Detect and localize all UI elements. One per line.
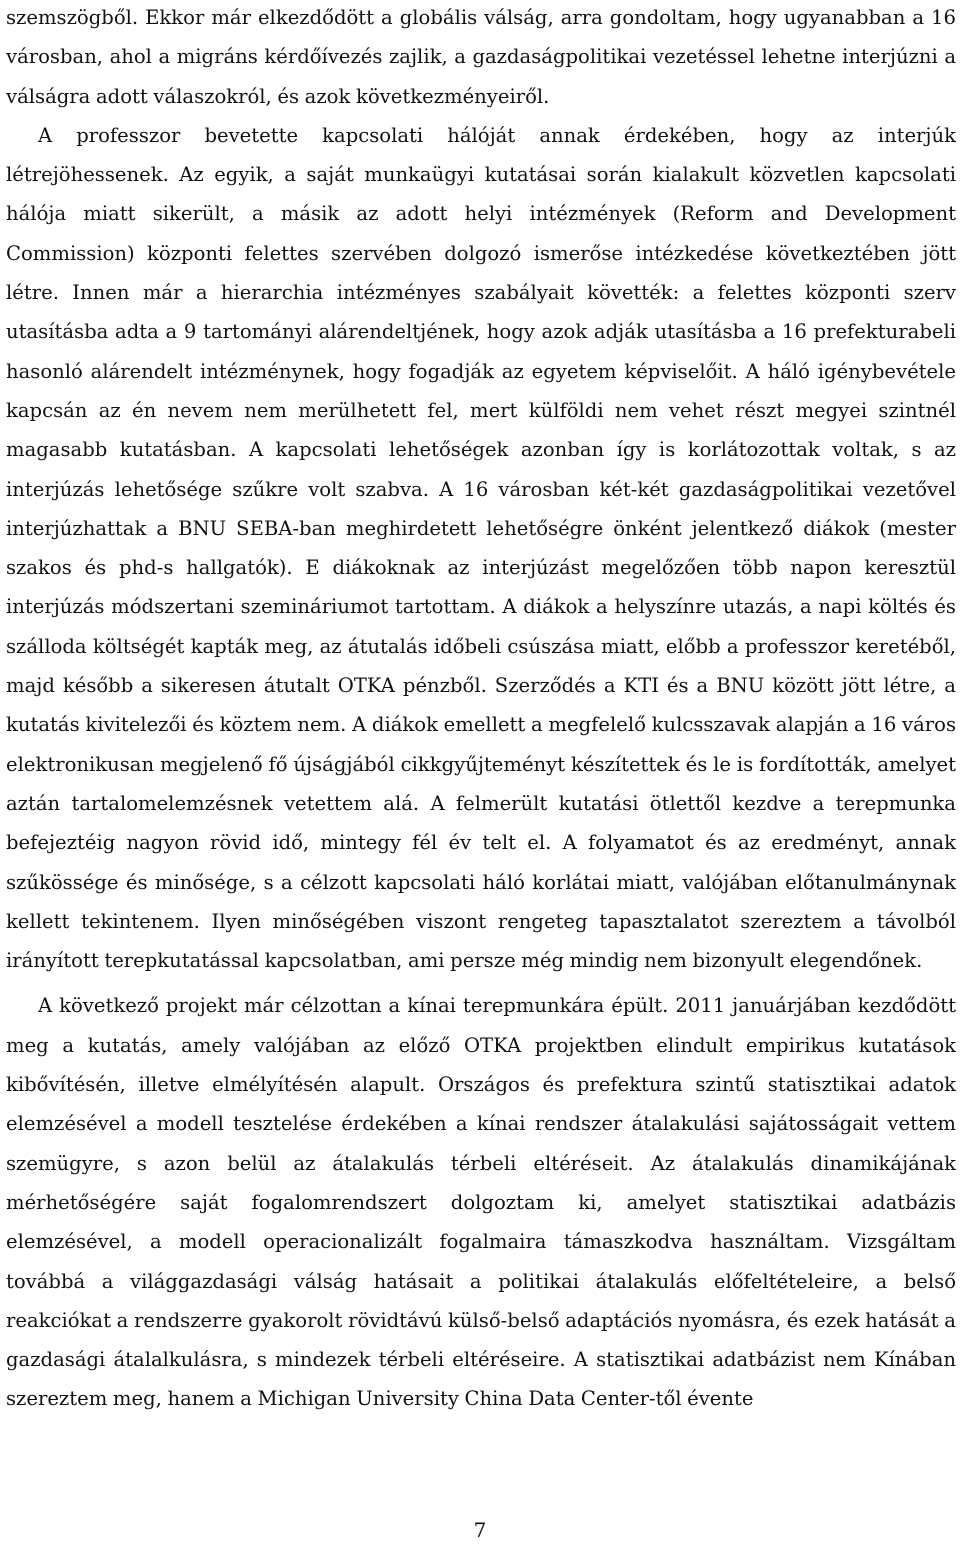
paragraph-1: szemszögből. Ekkor már elkezdődött a globális válság, arra gondoltam, hogy ugyanabban a 16 városban, ahol a migráns kérdőívezés zajlik, a gazdaságpolitikai vezetéssel lehetne interjúzni a válságra adott válaszokról, és azok következményeiről.: [6, 6, 956, 108]
document-page: [6, 0, 956, 1419]
paragraph-3: A következő projekt már célzottan a kínai terepmunkára épült. 2011 januárjában kezdődött meg a kutatás, amely valójában az előző OTKA projektben elindult empirikus kutatások kibővítésén, illetve elmélyítésén alapult. Országos és prefektura szintű statisztikai adatok elemzésével a modell tesztelése érdekében a kínai rendszer átalakulási sajátosságait vettem szemügyre, s azon belül az átalakulás térbeli eltéréseit. Az átalakulás dinamikájának mérhetőségére saját fogalomrendszert dolgoztam ki, amelyet statisztikai adatbázis elemzésével, a modell operacionalizált fogalmaira támaszkodva használtam. Vizsgáltam továbbá a világgazdasági válság hatásait a politikai átalakulás előfeltételeire, a belső reakciókat a rendszerre gyakorolt rövidtávú külső-belső adaptációs nyomásra, és ezek hatását a gazdasági átalalkulásra, s mindezek térbeli eltéréseire. A statisztikai adatbázist nem Kínában szereztem meg, hanem a Michigan University China Data Center-től évente: [6, 994, 956, 1411]
page-number: 7: [473, 1518, 487, 1542]
paragraph-2: A professzor bevetette kapcsolati hálóját annak érdekében, hogy az interjúk létrejöhessenek. Az egyik, a saját munkaügyi kutatásai során kialakult közvetlen kapcsolati hálója miatt sikerült, a másik az adott helyi intézmények (Reform and Development Commission) központi felettes szervében dolgozó ismerőse intézkedése következtében jött létre. Innen már a hierarchia intézményes szabályait követték: a felettes központi szerv utasításba adta a 9 tartományi alárendeltjének, hogy azok adják utasításba a 16 prefekturabeli hasonló alárendelt intézménynek, hogy fogadják az egyetem képviselőit. A háló igénybevétele kapcsán az én nevem nem merülhetett fel, mert külföldi nem vehet részt megyei szintnél magasabb kutatásban. A kapcsolati lehetőségek azonban így is korlátozottak voltak, s az interjúzás lehetősége szűkre volt szabva. A 16 városban két-két gazdaságpolitikai vezetővel interjúzhattak a BNU SEBA-ban meghirdetett lehetőségre önként jelentkező diákok (mester szakos és phd-s hallgatók). E diákoknak az interjúzást megelőzően több napon keresztül interjúzás módszertani szemináriumot tartottam. A diákok a helyszínre utazás, a napi költés és szálloda költségét kapták meg, az átutalás időbeli csúszása miatt, előbb a professzor keretéből, majd később a sikeresen átutalt OTKA pénzből. Szerződés a KTI és a BNU között jött létre, a kutatás kivitelezői és köztem nem. A diákok emellett a megfelelő kulcsszavak alapján a 16 város elektronikusan megjelenő fő újságjából cikkgyűjteményt készítettek és le is fordították, amelyet aztán tartalomelemzésnek vetettem alá. A felmerült kutatási ötlettől kezdve a terepmunka befejeztéig nagyon rövid idő, mintegy fél év telt el. A folyamatot és az eredményt, annak szűkössége és minősége, s a célzott kapcsolati háló korlátai miatt, valójában előtanulmánynak kellett tekintenem. Ilyen minőségében viszont rengeteg tapasztalatot szereztem a távolból irányított terepkutatással kapcsolatban, ami persze még mindig nem bizonyult elegendőnek.: [6, 123, 956, 973]
